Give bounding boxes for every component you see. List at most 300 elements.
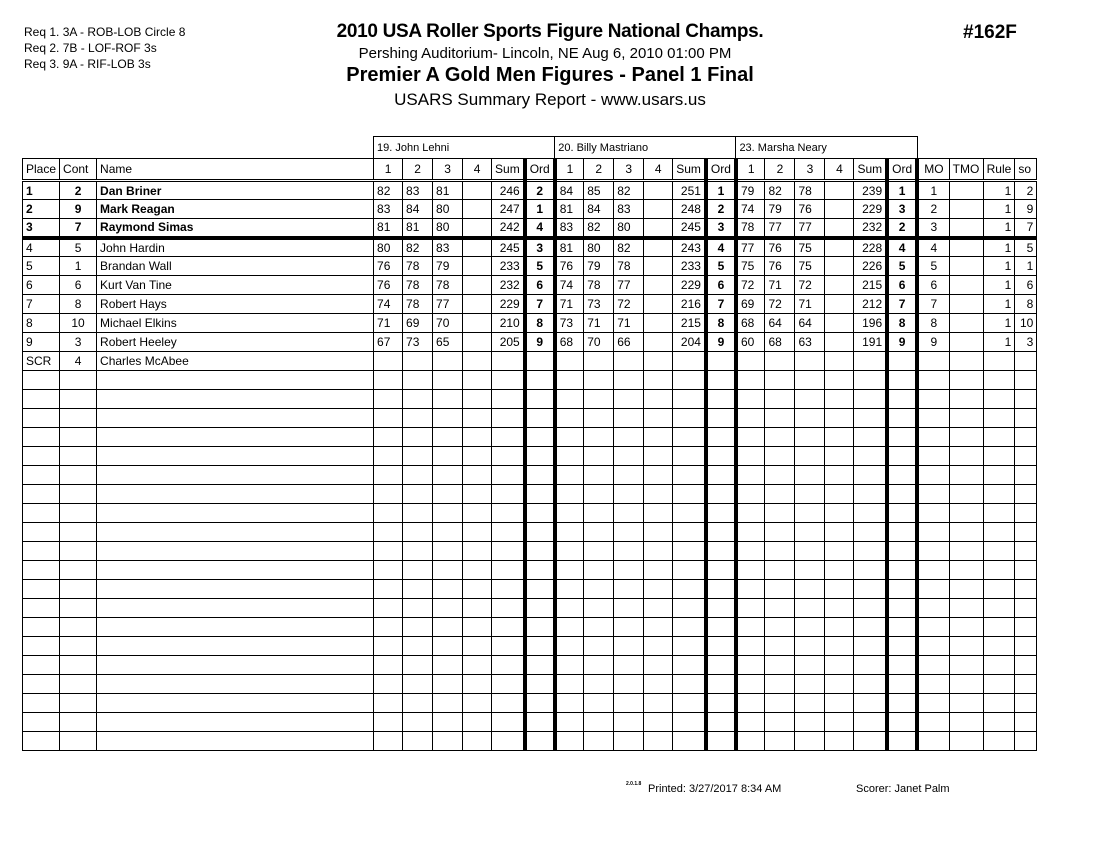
judge2-score-cell: 80 [614, 219, 644, 238]
judge3-score-cell: 74 [736, 200, 765, 219]
judge3-score-cell [765, 504, 795, 523]
judge1-score-cell: 81 [433, 181, 463, 200]
judge2-score-cell: 81 [555, 200, 584, 219]
place-cell [23, 675, 60, 694]
contestant-number-cell: 3 [60, 333, 97, 352]
judge2-score-cell [555, 447, 584, 466]
judge2-sum-cell: 248 [673, 200, 706, 219]
skater-name-cell: Brandan Wall [97, 257, 374, 276]
judge1-score-cell [433, 618, 463, 637]
judge2-score-cell [584, 409, 614, 428]
rule-cell [983, 561, 1015, 580]
judge3-score-cell: 64 [765, 314, 795, 333]
judge1-score-cell [433, 504, 463, 523]
judge3-score-cell [736, 523, 765, 542]
col-header-mo: MO [917, 159, 949, 181]
judge3-score-cell [736, 447, 765, 466]
judge2-score-cell: 72 [614, 295, 644, 314]
judge1-sum-cell: 242 [492, 219, 525, 238]
judge1-ordinal-cell [525, 580, 555, 599]
place-cell [23, 504, 60, 523]
so-cell: 3 [1015, 333, 1037, 352]
judge3-ordinal-cell: 6 [887, 276, 917, 295]
judge3-score-cell [736, 580, 765, 599]
judge1-score-cell [374, 523, 403, 542]
judge3-ordinal-cell: 8 [887, 314, 917, 333]
mo-cell: 5 [917, 257, 949, 276]
skater-name-cell: Michael Elkins [97, 314, 374, 333]
judge3-ordinal-cell: 5 [887, 257, 917, 276]
judge1-sum-cell [492, 485, 525, 504]
rule-cell [983, 713, 1015, 732]
judge2-score-cell [644, 352, 673, 371]
judge1-score-cell [374, 428, 403, 447]
judge3-score-cell: 72 [736, 276, 765, 295]
judge3-ordinal-cell: 7 [887, 295, 917, 314]
judge2-sum-cell: 229 [673, 276, 706, 295]
judge1-score-cell [463, 333, 492, 352]
tmo-cell [949, 485, 983, 504]
table-row [23, 276, 1037, 295]
judge3-score-cell [736, 409, 765, 428]
judge2-score-cell [614, 485, 644, 504]
judge1-score-cell [374, 371, 403, 390]
empty-table-row [23, 713, 1037, 732]
so-cell [1015, 428, 1037, 447]
judge3-sum-cell [854, 485, 887, 504]
skater-name-cell [97, 599, 374, 618]
judge1-score-cell [374, 637, 403, 656]
judge1-sum-cell [492, 371, 525, 390]
rule-cell [983, 542, 1015, 561]
tmo-cell [949, 523, 983, 542]
col-header-judge3-3: 3 [795, 159, 825, 181]
judge1-score-cell: 84 [403, 200, 433, 219]
judge1-score-cell [374, 447, 403, 466]
judge3-score-cell [795, 656, 825, 675]
place-cell [23, 732, 60, 751]
judge3-score-cell [765, 675, 795, 694]
judge2-ordinal-cell: 5 [706, 257, 736, 276]
judge1-score-cell [374, 352, 403, 371]
judge3-score-cell [795, 485, 825, 504]
judge3-sum-cell [854, 371, 887, 390]
judge3-score-cell [736, 637, 765, 656]
table-row [23, 257, 1037, 276]
judge1-sum-cell [492, 352, 525, 371]
judge2-score-cell [644, 485, 673, 504]
judge3-sum-cell [854, 428, 887, 447]
place-cell [23, 447, 60, 466]
judge1-score-cell [403, 523, 433, 542]
judge1-score-cell [433, 390, 463, 409]
judge1-score-cell [374, 504, 403, 523]
judge3-score-cell [825, 371, 854, 390]
judge1-ordinal-cell [525, 371, 555, 390]
judge3-score-cell [765, 561, 795, 580]
place-cell [23, 428, 60, 447]
judge2-score-cell [584, 561, 614, 580]
place-cell [23, 694, 60, 713]
judge3-score-cell [795, 504, 825, 523]
judge1-score-cell [433, 599, 463, 618]
judge3-score-cell [825, 523, 854, 542]
col-header-judge1-ord: Ord [525, 159, 555, 181]
contestant-number-cell: 5 [60, 238, 97, 257]
empty-table-row [23, 466, 1037, 485]
judge3-score-cell [765, 352, 795, 371]
judge2-score-cell [644, 561, 673, 580]
col-header-judge2-ord: Ord [706, 159, 736, 181]
judge1-score-cell [433, 656, 463, 675]
judge2-score-cell: 85 [584, 181, 614, 200]
judge2-score-cell [584, 485, 614, 504]
judge2-score-cell [555, 466, 584, 485]
judge1-score-cell [463, 352, 492, 371]
judge1-score-cell [463, 314, 492, 333]
judge3-score-cell: 79 [765, 200, 795, 219]
so-cell: 1 [1015, 257, 1037, 276]
judge2-score-cell [614, 599, 644, 618]
judge2-score-cell [584, 390, 614, 409]
skater-name-cell [97, 694, 374, 713]
judge2-score-cell: 71 [614, 314, 644, 333]
judge3-score-cell [765, 694, 795, 713]
so-cell [1015, 504, 1037, 523]
judge1-ordinal-cell [525, 523, 555, 542]
judge2-sum-cell [673, 561, 706, 580]
table-row [23, 333, 1037, 352]
tmo-cell [949, 656, 983, 675]
judge3-score-cell [736, 352, 765, 371]
judge3-ordinal-cell [887, 732, 917, 751]
judge2-score-cell [555, 656, 584, 675]
judge1-score-cell [433, 352, 463, 371]
judge2-score-cell [555, 675, 584, 694]
skater-name-cell [97, 466, 374, 485]
judge3-score-cell [825, 447, 854, 466]
skater-name-cell [97, 371, 374, 390]
so-cell [1015, 390, 1037, 409]
judge3-ordinal-cell: 1 [887, 181, 917, 200]
so-cell [1015, 523, 1037, 542]
skater-name-cell [97, 409, 374, 428]
so-cell [1015, 599, 1037, 618]
so-cell: 7 [1015, 219, 1037, 238]
judge1-sum-cell: 210 [492, 314, 525, 333]
skater-name-cell [97, 485, 374, 504]
judge2-sum-cell [673, 694, 706, 713]
empty-table-row [23, 580, 1037, 599]
judge2-ordinal-cell [706, 637, 736, 656]
judge1-score-cell [433, 580, 463, 599]
judge3-ordinal-cell [887, 656, 917, 675]
judge3-score-cell [825, 333, 854, 352]
judge3-score-cell [825, 257, 854, 276]
judge2-score-cell [644, 542, 673, 561]
judge1-score-cell [403, 409, 433, 428]
judge2-score-cell [614, 694, 644, 713]
judge2-score-cell [614, 542, 644, 561]
judge1-score-cell [463, 428, 492, 447]
judge3-score-cell: 76 [795, 200, 825, 219]
rule-cell [983, 390, 1015, 409]
judge3-sum-cell: 212 [854, 295, 887, 314]
judge3-ordinal-cell [887, 466, 917, 485]
judge2-score-cell [614, 580, 644, 599]
judge2-score-cell [555, 580, 584, 599]
judge1-score-cell [463, 181, 492, 200]
skater-name-cell [97, 523, 374, 542]
judge2-sum-cell [673, 390, 706, 409]
mo-cell [917, 371, 949, 390]
contestant-number-cell [60, 561, 97, 580]
rule-cell: 1 [983, 276, 1015, 295]
judge1-score-cell [463, 656, 492, 675]
judge2-ordinal-cell [706, 580, 736, 599]
skater-name-cell: John Hardin [97, 238, 374, 257]
judge2-sum-cell: 216 [673, 295, 706, 314]
judge1-score-cell [403, 561, 433, 580]
judge2-score-cell: 82 [614, 238, 644, 257]
judge2-score-cell [555, 542, 584, 561]
judge3-score-cell [825, 580, 854, 599]
judge1-ordinal-cell [525, 618, 555, 637]
judge3-ordinal-cell [887, 504, 917, 523]
judge1-score-cell [433, 428, 463, 447]
judge3-score-cell [795, 732, 825, 751]
tmo-cell [949, 314, 983, 333]
judge1-sum-cell [492, 618, 525, 637]
judge2-ordinal-cell [706, 390, 736, 409]
contestant-number-cell [60, 390, 97, 409]
judge3-score-cell: 77 [795, 219, 825, 238]
skater-name-cell [97, 542, 374, 561]
judge2-score-cell [555, 694, 584, 713]
judge1-sum-cell [492, 675, 525, 694]
contestant-number-cell [60, 523, 97, 542]
empty-table-row [23, 694, 1037, 713]
table-row [23, 238, 1037, 257]
col-header-judge3-4: 4 [825, 159, 854, 181]
judge3-score-cell [795, 371, 825, 390]
skater-name-cell [97, 504, 374, 523]
contestant-number-cell [60, 580, 97, 599]
judge3-score-cell: 72 [765, 295, 795, 314]
mo-cell: 1 [917, 181, 949, 200]
skater-name-cell [97, 580, 374, 599]
judge2-score-cell [644, 694, 673, 713]
judge2-score-cell [555, 485, 584, 504]
mo-cell [917, 390, 949, 409]
judge2-score-cell [555, 599, 584, 618]
judge3-sum-cell [854, 713, 887, 732]
so-cell [1015, 732, 1037, 751]
contestant-number-cell [60, 637, 97, 656]
judge2-score-cell [614, 675, 644, 694]
mo-cell [917, 485, 949, 504]
judge2-score-cell [614, 561, 644, 580]
so-cell: 9 [1015, 200, 1037, 219]
judge3-score-cell [765, 713, 795, 732]
judge3-score-cell: 72 [795, 276, 825, 295]
judge1-sum-cell: 246 [492, 181, 525, 200]
judge2-score-cell [644, 371, 673, 390]
judge2-score-cell [614, 618, 644, 637]
mo-cell: 7 [917, 295, 949, 314]
tmo-cell [949, 580, 983, 599]
judge1-sum-cell: 229 [492, 295, 525, 314]
judge1-sum-cell: 205 [492, 333, 525, 352]
judge3-score-cell [765, 618, 795, 637]
so-cell [1015, 409, 1037, 428]
place-cell [23, 713, 60, 732]
judge3-score-cell [736, 732, 765, 751]
judge3-score-cell [736, 542, 765, 561]
table-row [23, 314, 1037, 333]
judge3-score-cell: 79 [736, 181, 765, 200]
judge2-score-cell: 84 [584, 200, 614, 219]
col-header-tmo: TMO [949, 159, 983, 181]
tmo-cell [949, 599, 983, 618]
judge1-score-cell [463, 637, 492, 656]
mo-cell: 6 [917, 276, 949, 295]
judge1-score-cell: 80 [433, 219, 463, 238]
place-cell: 1 [23, 181, 60, 200]
judge2-score-cell [644, 713, 673, 732]
so-cell: 8 [1015, 295, 1037, 314]
judge2-sum-cell [673, 504, 706, 523]
judge3-score-cell [765, 485, 795, 504]
judge3-ordinal-cell [887, 352, 917, 371]
judge3-ordinal-cell [887, 390, 917, 409]
judge1-score-cell: 77 [433, 295, 463, 314]
judge3-score-cell [765, 637, 795, 656]
judge2-score-cell [614, 428, 644, 447]
judge2-score-cell [644, 580, 673, 599]
rule-cell [983, 447, 1015, 466]
judge2-score-cell [644, 428, 673, 447]
requirement-item: Req 2. 7B - LOF-ROF 3s [24, 41, 157, 55]
judge1-sum-cell [492, 542, 525, 561]
judge1-score-cell [433, 637, 463, 656]
judge2-ordinal-cell: 2 [706, 200, 736, 219]
judge1-score-cell: 82 [403, 238, 433, 257]
judge1-sum-cell [492, 732, 525, 751]
judge1-score-cell [433, 523, 463, 542]
judge3-score-cell [765, 466, 795, 485]
report-title: USARS Summary Report - www.usars.us [394, 90, 706, 109]
col-header-judge3-sum: Sum [854, 159, 887, 181]
skater-name-cell: Robert Heeley [97, 333, 374, 352]
judge3-ordinal-cell [887, 485, 917, 504]
judge2-score-cell: 74 [555, 276, 584, 295]
contestant-number-cell: 7 [60, 219, 97, 238]
empty-table-row [23, 409, 1037, 428]
judge3-score-cell [825, 428, 854, 447]
judge2-score-cell: 84 [555, 181, 584, 200]
judge1-score-cell [403, 504, 433, 523]
judge1-score-cell [374, 656, 403, 675]
so-cell [1015, 580, 1037, 599]
judge3-score-cell [736, 390, 765, 409]
judge3-ordinal-cell [887, 580, 917, 599]
judge3-sum-cell [854, 390, 887, 409]
judge3-score-cell [795, 637, 825, 656]
col-header-judge2-2: 2 [584, 159, 614, 181]
judge3-score-cell [765, 523, 795, 542]
judge2-score-cell [614, 371, 644, 390]
judge1-score-cell [374, 675, 403, 694]
judge2-sum-cell [673, 542, 706, 561]
judge1-score-cell: 83 [374, 200, 403, 219]
judge1-score-cell [403, 637, 433, 656]
judge3-ordinal-cell: 3 [887, 200, 917, 219]
rule-cell [983, 656, 1015, 675]
judge3-sum-cell [854, 580, 887, 599]
judge1-score-cell [374, 599, 403, 618]
tmo-cell [949, 675, 983, 694]
judge1-score-cell [463, 257, 492, 276]
judge1-ordinal-cell [525, 542, 555, 561]
judge1-ordinal-cell [525, 561, 555, 580]
judge1-score-cell [403, 675, 433, 694]
judge1-score-cell [463, 675, 492, 694]
rule-cell [983, 580, 1015, 599]
judge2-score-cell [584, 732, 614, 751]
empty-table-row [23, 485, 1037, 504]
judge2-score-cell [644, 295, 673, 314]
tmo-cell [949, 466, 983, 485]
judge2-score-cell [555, 409, 584, 428]
judge3-score-cell [736, 485, 765, 504]
judge1-score-cell: 78 [403, 257, 433, 276]
tmo-cell [949, 732, 983, 751]
judge2-score-cell [614, 523, 644, 542]
judge1-score-cell: 78 [433, 276, 463, 295]
judge2-score-cell [555, 390, 584, 409]
rule-cell [983, 675, 1015, 694]
judge3-sum-cell [854, 618, 887, 637]
judge3-score-cell [825, 219, 854, 238]
judge3-sum-cell [854, 504, 887, 523]
judge3-sum-cell [854, 523, 887, 542]
judge1-score-cell [463, 200, 492, 219]
judge3-score-cell [795, 713, 825, 732]
judge3-score-cell [765, 580, 795, 599]
judge1-score-cell: 80 [433, 200, 463, 219]
skater-name-cell: Raymond Simas [97, 219, 374, 238]
judge3-sum-cell [854, 352, 887, 371]
judge1-score-cell [463, 580, 492, 599]
judge1-sum-cell [492, 504, 525, 523]
judge3-score-cell [795, 599, 825, 618]
judge2-sum-cell [673, 713, 706, 732]
place-cell: 4 [23, 238, 60, 257]
mo-cell [917, 599, 949, 618]
judge1-score-cell [403, 352, 433, 371]
tmo-cell [949, 257, 983, 276]
judge3-score-cell: 77 [736, 238, 765, 257]
judge2-score-cell [555, 637, 584, 656]
judge1-score-cell [463, 466, 492, 485]
judge1-score-cell: 76 [374, 276, 403, 295]
judge3-ordinal-cell [887, 542, 917, 561]
judge3-score-cell [825, 732, 854, 751]
judge1-score-cell [403, 580, 433, 599]
judge3-sum-cell: 191 [854, 333, 887, 352]
judge2-score-cell [644, 599, 673, 618]
